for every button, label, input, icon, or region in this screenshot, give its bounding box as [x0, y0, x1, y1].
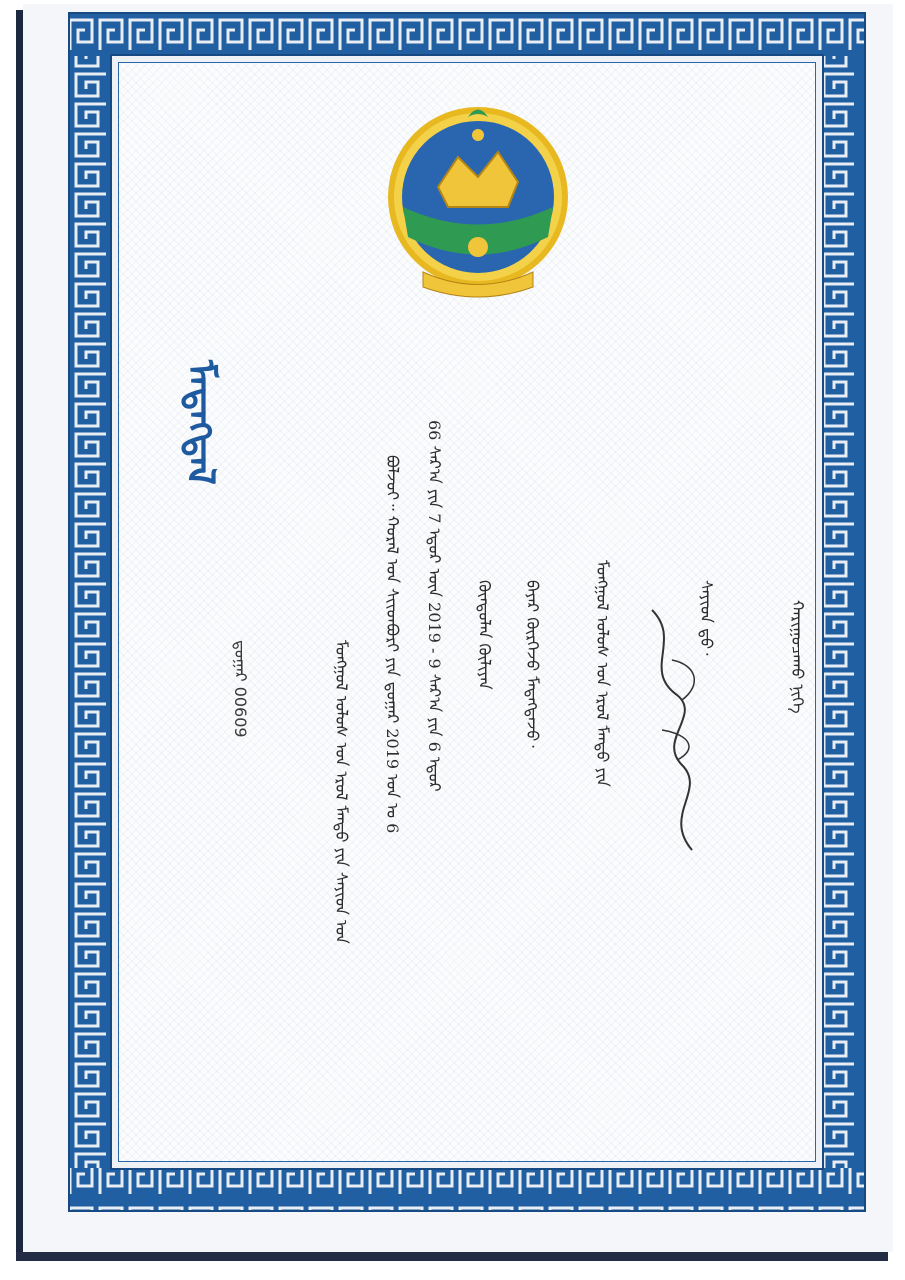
state-emblem-icon [383, 97, 573, 307]
handwritten-signature-icon [622, 600, 732, 860]
certificate-number-value: 00609 [231, 686, 250, 738]
body-line-5: ᠪᠠᠶᠠᠷ ᠬᠦᠷᠭᠡᠵᠦ ᠮᠡᠳᠡᠭᠳᠡᠵᠦ᠂ [523, 580, 542, 748]
body-line-3: 66 ᠰᠠᠷ᠎ᠠ ᠶᠢᠨ 7 ᠡᠳᠦᠷ ᠦᠨ 2019 - 9 ᠰᠠᠷ᠎ᠠ ᠶᠢᠨ 6 ᠡᠳᠦᠷ [425, 420, 444, 792]
certificate-number [226, 640, 256, 820]
body-line-1: ᠮᠣᠩᠭᠣᠯ ᠤᠯᠤᠰ ᠤᠨ ᠡᠷᠦᠯ ᠮᠡᠨᠳᠦ ᠶᠢᠨ ᠰᠠᠶᠢᠳ ᠤᠨ [332, 640, 351, 944]
body-line-8: ᠬᠠᠷᠢᠭᠤᠴᠠᠬᠤ ᠨᠢᠭᠡ [788, 600, 807, 714]
body-line-2: ᠪᠣᠯᠵᠣᠶ᠃ ᠬᠤᠷᠠᠯ ᠤᠨ ᠰᠢᠢᠳᠪᠦᠷᠢ ᠶᠢᠨ ᠳ᠋ᠤᠭᠠᠷ 2019 ᠣᠨ ᠤ 6 [383, 455, 402, 834]
scan-edge-left [16, 10, 23, 1260]
body-line-6: ᠮᠣᠩᠭᠣᠯ ᠤᠯᠤᠰ ᠤᠨ ᠡᠷᠦᠯ ᠮᠡᠨᠳᠦ ᠶᠢᠨ [593, 560, 612, 787]
certificate-number-label: ᠳ᠋ᠤᠭᠠᠷ [231, 640, 250, 682]
certificate-title: ᠮᠡᠳᠡᠭᠳᠡᠯ [179, 360, 224, 485]
body-line-7: ᠰᠠᠶᠢᠳ ᠳ᠋ᠤ᠂ [697, 580, 716, 656]
body-line-4: ᠬᠦᠨᠳᠦᠯᠡᠨ ᠬᠦᠯᠢᠶᠡᠨ [475, 580, 494, 690]
scan-edge-bottom [16, 1252, 888, 1261]
